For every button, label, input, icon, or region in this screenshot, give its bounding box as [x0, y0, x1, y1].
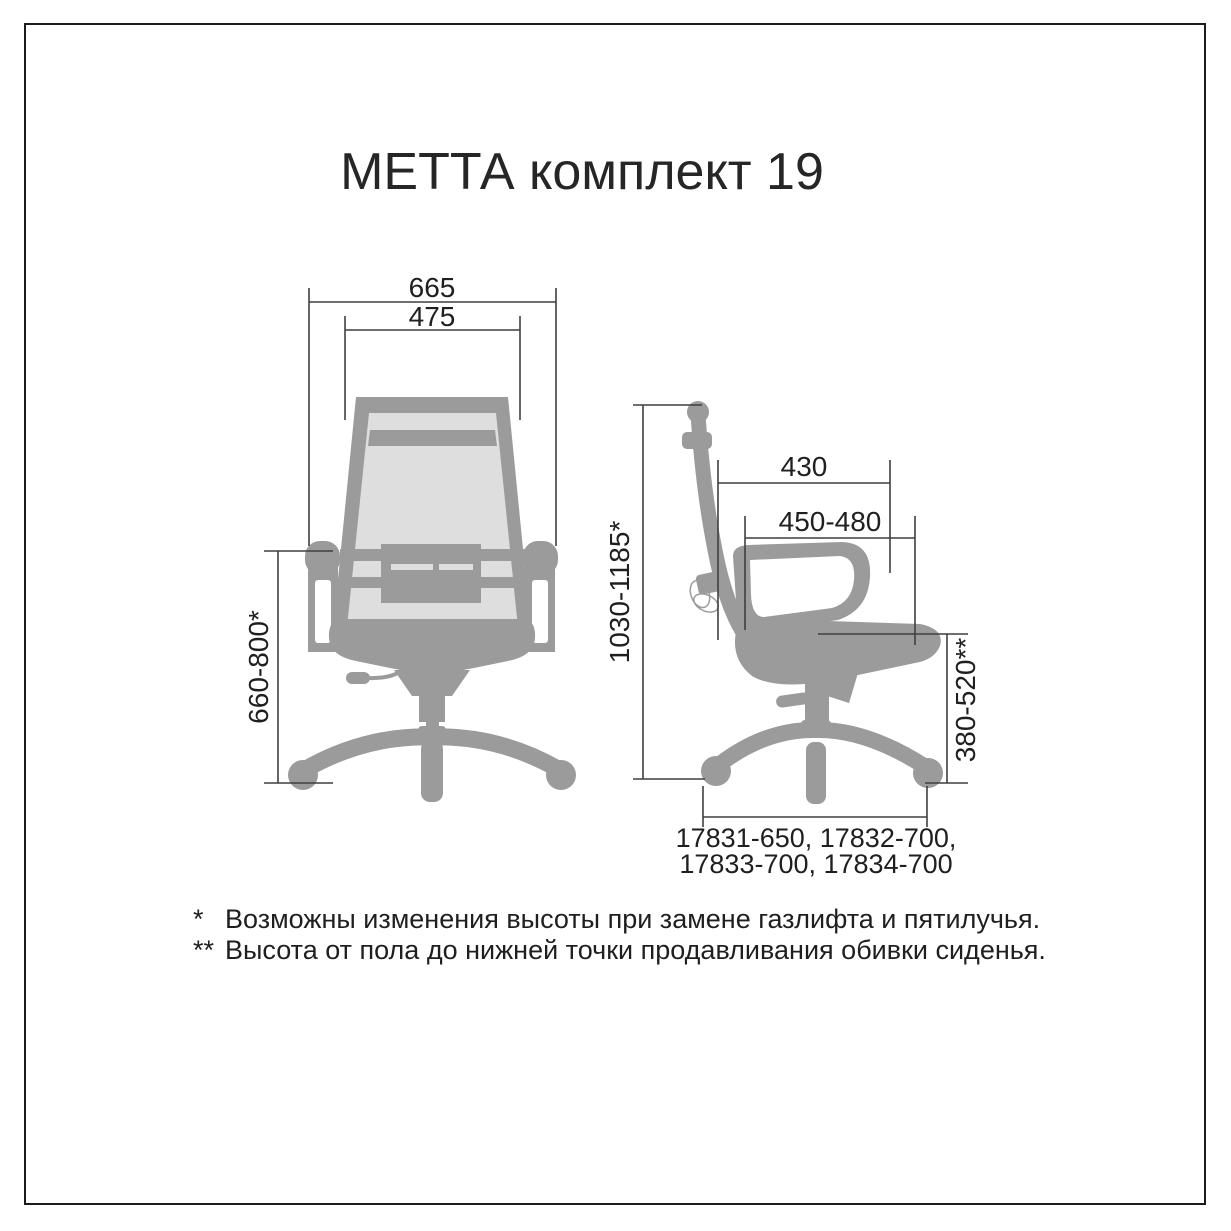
base-codes-line-1: 17831-650, 17832-700,	[675, 823, 957, 853]
side-base-leg-left	[720, 730, 816, 764]
front-backrest-mesh	[346, 413, 519, 637]
front-view-chair	[288, 397, 576, 802]
front-seat	[329, 619, 535, 672]
dim-label-seat-width: 450-480	[778, 506, 882, 537]
footnote-1-marker: *	[193, 904, 204, 934]
front-caster-right	[546, 760, 576, 790]
footnote-2-text: Высота от пола до нижней точки продавливания обивки сиденья.	[225, 935, 1046, 965]
dim-label-seat-height: 380-520**	[950, 637, 981, 763]
front-lumbar-plate	[381, 544, 481, 603]
front-lumbar-slot-right	[439, 564, 473, 570]
side-base-leg-center	[806, 742, 826, 804]
dim-label-overall-height: 1030-1185*	[604, 520, 635, 664]
base-model-codes	[676, 825, 957, 877]
side-base-leg-right	[816, 730, 924, 766]
dim-label-armrest-height: 660-800*	[243, 610, 274, 724]
footnote-1	[193, 904, 1046, 935]
dim-label-seat-depth: 430	[780, 451, 828, 482]
front-base-leg-center	[421, 740, 443, 802]
page-title: МЕТТА комплект 19	[340, 143, 824, 201]
front-lever-handle	[346, 672, 370, 684]
side-caster-left	[701, 756, 731, 786]
front-armrest-left-slot	[315, 580, 331, 643]
front-headrest-bar	[368, 430, 497, 446]
footnote-2-marker: **	[193, 935, 215, 965]
front-caster-left	[288, 760, 318, 790]
dim-label-overall-width: 665	[408, 272, 456, 303]
front-lumbar-slot-left	[391, 564, 433, 570]
footnote-2	[193, 935, 1046, 966]
footnote-1-text: Возможны изменения высоты при замене газлифта и пятилучья.	[225, 904, 1041, 934]
front-base-leg-left	[306, 737, 432, 769]
dim-label-backrest-width: 475	[408, 301, 456, 332]
base-codes-line-2: 17833-700, 17834-700	[679, 849, 953, 879]
footnotes	[193, 904, 1046, 966]
front-base-leg-right	[432, 737, 558, 769]
side-backrest-hook	[682, 432, 712, 449]
